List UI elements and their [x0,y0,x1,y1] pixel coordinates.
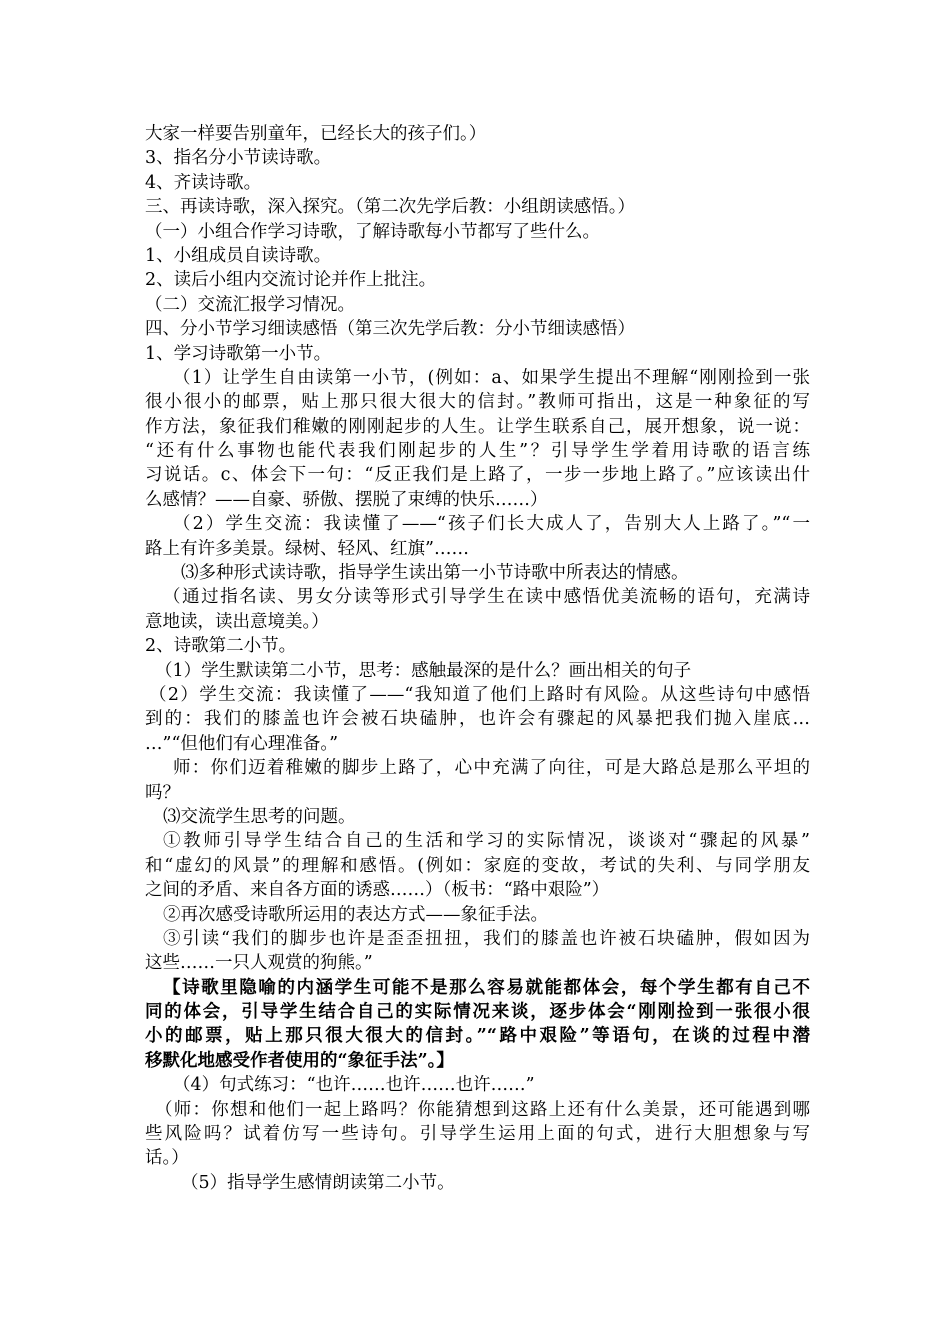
document-page [145,122,810,1195]
text-line: 些风险吗？试着仿写一些诗句。引导学生运用上面的句式，进行大胆想象与写 [145,1124,810,1145]
section-heading: 四、分小节学习细读感悟（第三次先学后教：分小节细读感悟） [145,319,635,340]
text-line: 么感情？——自豪、骄傲、摆脱了束缚的快乐……） [145,489,548,510]
text-line: 2、诗歌第二小节。 [145,636,297,657]
text-line: （2）学生交流：我读懂了——“我知道了他们上路时有风险。从这些诗句中感悟 [149,684,810,705]
text-line: （师：你想和他们一起上路吗？你能猜想到这路上还有什么美景，还可能遇到哪 [155,1099,810,1120]
text-line: （1）学生默读第二小节，思考：感触最深的是什么？画出相关的句子 [155,660,692,681]
text-line: 很小很小的邮票，贴上那只很大很大的信封。”教师可指出，这是一种象征的写 [145,392,810,413]
text-line: “还有什么事物也能代表我们刚起步的人生”？引导学生学着用诗歌的语言练 [145,441,810,462]
text-line: （4）句式练习：“也许……也许……也许……” [173,1075,535,1096]
note-line: 小的邮票，贴上那只很大很大的信封。”“路中艰险”等语句，在谈的过程中潜 [145,1026,810,1047]
text-line: ①教师引导学生结合自己的生活和学习的实际情况，谈谈对“骤起的风暴” [163,831,810,852]
text-line: 1、学习诗歌第一小节。 [145,343,332,364]
text-line: 和“虚幻的风景”的理解和感悟。(例如：家庭的变故，考试的失利、与同学朋友 [145,855,810,876]
text-line: …”“但他们有心理准备。” [145,733,339,754]
text-line: 习说话。c、体会下一句：“反正我们是上路了，一步一步地上路了。”应该读出什 [145,465,810,486]
text-line: （通过指名读、男女分读等形式引导学生在读中感悟优美流畅的语句，充满诗 [163,587,810,608]
note-line: 移默化地感受作者使用的“象征手法”。】 [145,1050,454,1071]
text-line: 路上有许多美景。绿树、轻风、红旗”…… [145,538,469,559]
section-heading: 三、再读诗歌，深入探究。（第二次先学后教：小组朗读感悟。） [145,197,635,218]
text-line: ⑶多种形式读诗歌，指导学生读出第一小节诗歌中所表达的情感。 [181,563,689,584]
text-line: 师：你们迈着稚嫩的脚步上路了，心中充满了向往，可是大路总是那么平坦的 [173,758,810,779]
text-line: （5）指导学生感情朗读第二小节。 [181,1172,455,1193]
text-line: 大家一样要告别童年，已经长大的孩子们。） [145,124,487,144]
text-line: 到的：我们的膝盖也许会被石块磕肿，也许会有骤起的风暴把我们抛入崖底… [145,709,810,730]
text-line: 1、小组成员自读诗歌。 [145,245,332,266]
note-line: 【诗歌里隐喻的内涵学生可能不是那么容易就能都体会，每个学生都有自己不 [163,977,810,998]
text-line: （1）让学生自由读第一小节，(例如：a、如果学生提出不理解“刚刚捡到一张 [173,367,810,388]
text-line: 之间的矛盾、来自各方面的诱惑……）（板书：“路中艰险”） [145,880,610,901]
subsection-heading: （二）交流汇报学习情况。 [145,294,355,315]
subsection-heading: （一）小组合作学习诗歌，了解诗歌每小节都写了些什么。 [145,221,600,242]
text-line: 4、齐读诗歌。 [145,172,262,193]
note-line: 同的体会，引导学生结合自己的实际情况来谈，逐步体会“刚刚捡到一张很小很 [145,1002,810,1023]
text-line: 话。） [145,1148,189,1169]
text-line: （2）学生交流：我读懂了——“孩子们长大成人了，告别大人上路了。”“一 [173,514,810,535]
text-line: ③引读“我们的脚步也许是歪歪扭扭，我们的膝盖也许被石块磕肿，假如因为 [163,928,810,949]
text-line: 意地读，读出意境美。） [145,611,329,632]
text-line: 吗？ [145,782,180,803]
text-line: 作方法，象征我们稚嫩的刚刚起步的人生。让学生联系自己，展开想象，说一说： [145,416,810,437]
text-line: 这些……一只人观赏的狗熊。” [145,953,373,974]
text-line: 3、指名分小节读诗歌。 [145,148,332,169]
text-line: ⑶交流学生思考的问题。 [163,806,356,827]
text-line: ②再次感受诗歌所运用的表达方式——象征手法。 [163,904,548,925]
text-line: 2、读后小组内交流讨论并作上批注。 [145,270,437,291]
